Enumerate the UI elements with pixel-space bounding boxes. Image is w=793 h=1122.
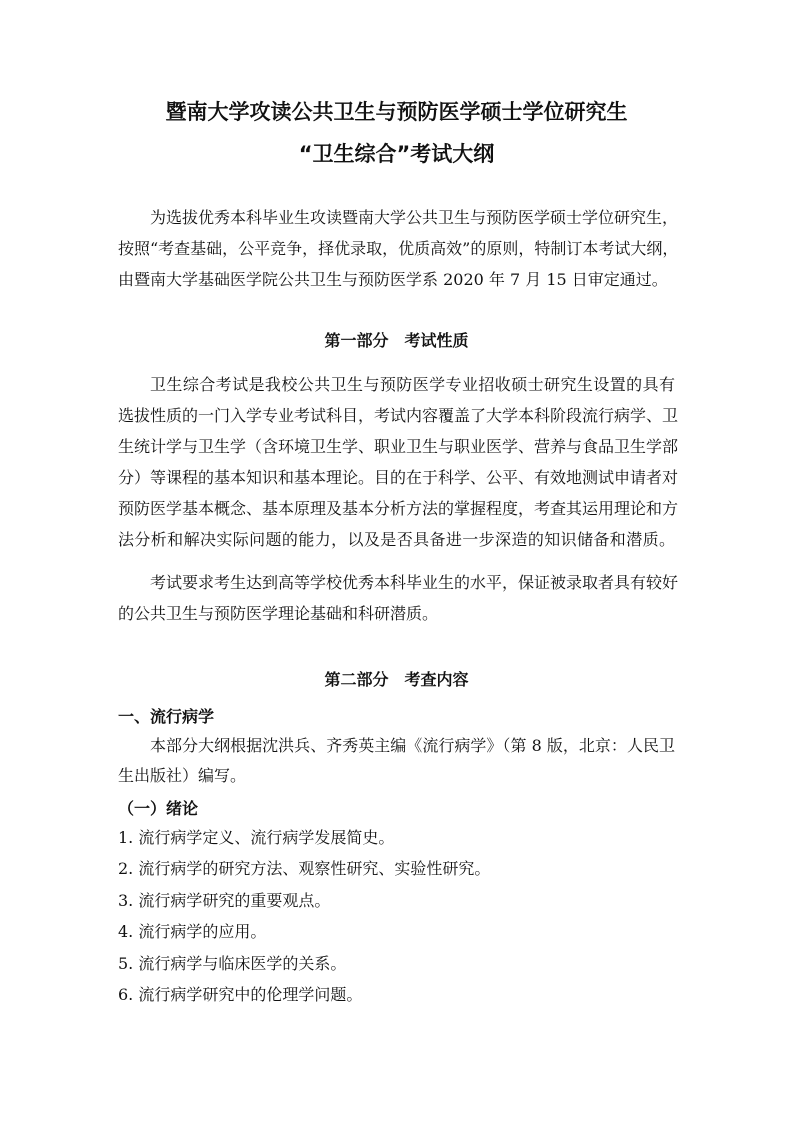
intro-line: 为选拔优秀本科毕业生攻读暨南大学公共卫生与预防医学硕士学位研究生， <box>150 208 679 227</box>
part1-para2-line: 的公共卫生与预防医学理论基础和科研潜质。 <box>118 604 439 623</box>
section-epidemiology-heading: 一、流行病学 <box>118 707 215 726</box>
list-item: 5. 流行病学与临床医学的关系。 <box>118 954 347 973</box>
list-item: 4. 流行病学的应用。 <box>118 922 267 941</box>
section-intro-line: 生出版社）编写。 <box>118 766 247 785</box>
document-title-line-1: 暨南大学攻读公共卫生与预防医学硕士学位研究生 <box>165 100 628 124</box>
section-intro-line: 本部分大纲根据沈洪兵、齐秀英主编《流行病学》（第 8 版，北京：人民卫 <box>150 736 675 755</box>
part1-para1-line: 预防医学基本概念、基本原理及基本分析方法的掌握程度，考查其运用理论和方 <box>118 499 679 518</box>
part1-para1-line: 法分析和解决实际问题的能力，以及是否具备进一步深造的知识储备和潜质。 <box>118 530 675 549</box>
part1-heading: 第一部分 考试性质 <box>324 331 469 350</box>
list-item: 2. 流行病学的研究方法、观察性研究、实验性研究。 <box>118 859 491 878</box>
part1-para1-line: 卫生综合考试是我校公共卫生与预防医学专业招收硕士研究生设置的具有 <box>150 375 675 394</box>
list-item: 3. 流行病学研究的重要观点。 <box>118 891 331 910</box>
document-title-line-2: “卫生综合”考试大纲 <box>298 142 495 166</box>
part1-para1-line: 生统计学与卫生学（含环境卫生学、职业卫生与职业医学、营养与食品卫生学部 <box>118 437 679 456</box>
intro-line: 按照“考查基础，公平竞争，择优录取，优质高效”的原则，特制订本考试大纲， <box>118 239 679 258</box>
list-item: 1. 流行病学定义、流行病学发展简史。 <box>118 828 395 847</box>
part1-para1-line: 分）等课程的基本知识和基本理论。目的在于科学、公平、有效地测试申请者对 <box>118 468 679 487</box>
list-item: 6. 流行病学研究中的伦理学问题。 <box>118 985 363 1004</box>
part2-heading: 第二部分 考查内容 <box>324 670 469 689</box>
subsection-introduction-heading: （一）绪论 <box>118 799 199 818</box>
part1-para2-line: 考试要求考生达到高等学校优秀本科毕业生的水平，保证被录取者具有较好 <box>150 573 679 592</box>
part1-para1-line: 选拔性质的一门入学专业考试科目，考试内容覆盖了大学本科阶段流行病学、卫 <box>118 406 679 425</box>
intro-line: 由暨南大学基础医学院公共卫生与预防医学系 2020 年 7 月 15 日审定通过。 <box>118 270 668 289</box>
